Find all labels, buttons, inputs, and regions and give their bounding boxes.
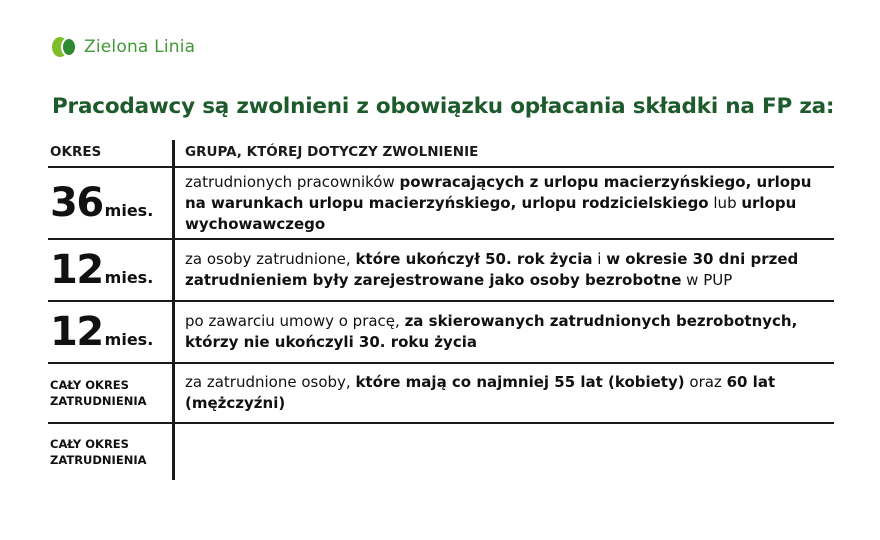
emphasized-text: które ukończył 50. rok życia <box>355 250 593 268</box>
table-header-row <box>48 140 834 168</box>
period-number: 36 <box>50 180 103 226</box>
period-cell <box>48 168 172 238</box>
emphasized-text: urlopu wychowawczego <box>185 193 797 233</box>
period-cell <box>48 424 172 480</box>
description-text: po zawarciu umowy o pracę, <box>185 312 405 330</box>
period-cell <box>48 364 172 422</box>
group-description <box>185 172 834 235</box>
period-unit: mies. <box>104 268 154 287</box>
period-unit: mies. <box>104 330 154 349</box>
period-label-line: CAŁY OKRES <box>50 378 129 392</box>
period-cell <box>48 240 172 300</box>
group-description <box>185 249 834 291</box>
description-text: zatrudnionych pracowników <box>185 172 400 191</box>
group-description <box>185 311 834 353</box>
emphasized-text: 60 lat (mężczyźni) <box>185 373 776 412</box>
brand-logo <box>52 36 195 58</box>
description-text: i <box>592 250 607 268</box>
period-number: 12 <box>50 309 103 355</box>
table-row <box>48 364 834 424</box>
description-text: lub <box>708 193 742 212</box>
brand-name: Zielona Linia <box>84 37 196 57</box>
page-title: Pracodawcy są zwolnieni z obowiązku opłacania składki na FP za: <box>52 94 835 119</box>
table-row <box>48 424 834 480</box>
emphasized-text: za skierowanych zatrudnionych bezrobotnych, którzy nie ukończyli 30. roku życia <box>185 312 798 351</box>
table-row <box>48 302 834 364</box>
description-text: w PUP <box>681 271 733 289</box>
description-text: oraz <box>684 373 727 391</box>
emphasized-text: które mają co najmniej 55 lat (kobiety) <box>355 373 685 391</box>
period-label-line: ZATRUDNIENIA <box>50 453 147 467</box>
period-label-line: CAŁY OKRES <box>50 437 129 451</box>
exemption-table <box>48 140 834 480</box>
period-unit: mies. <box>104 201 154 220</box>
table-row <box>48 240 834 302</box>
period-label-line: ZATRUDNIENIA <box>50 394 147 408</box>
description-text: za osoby zatrudnione, <box>185 250 356 268</box>
table-row <box>48 168 834 240</box>
description-text: za zatrudnione osoby, <box>185 373 356 391</box>
column-header-period: OKRES <box>50 144 102 160</box>
period-number: 12 <box>50 247 103 293</box>
group-description <box>185 372 834 414</box>
emphasized-text: powracających z urlopu macierzyńskiego, urlopu na warunkach urlopu macierzyńskiego, urlopu rodzicielskiego <box>185 172 812 212</box>
leaf-logo-icon <box>52 37 78 57</box>
emphasized-text: w okresie 30 dni przed zatrudnieniem były zarejestrowane jako osoby bezrobotne <box>185 250 799 289</box>
column-header-group: GRUPA, KTÓREJ DOTYCZY ZWOLNIENIE <box>185 144 479 160</box>
period-cell <box>48 302 172 362</box>
